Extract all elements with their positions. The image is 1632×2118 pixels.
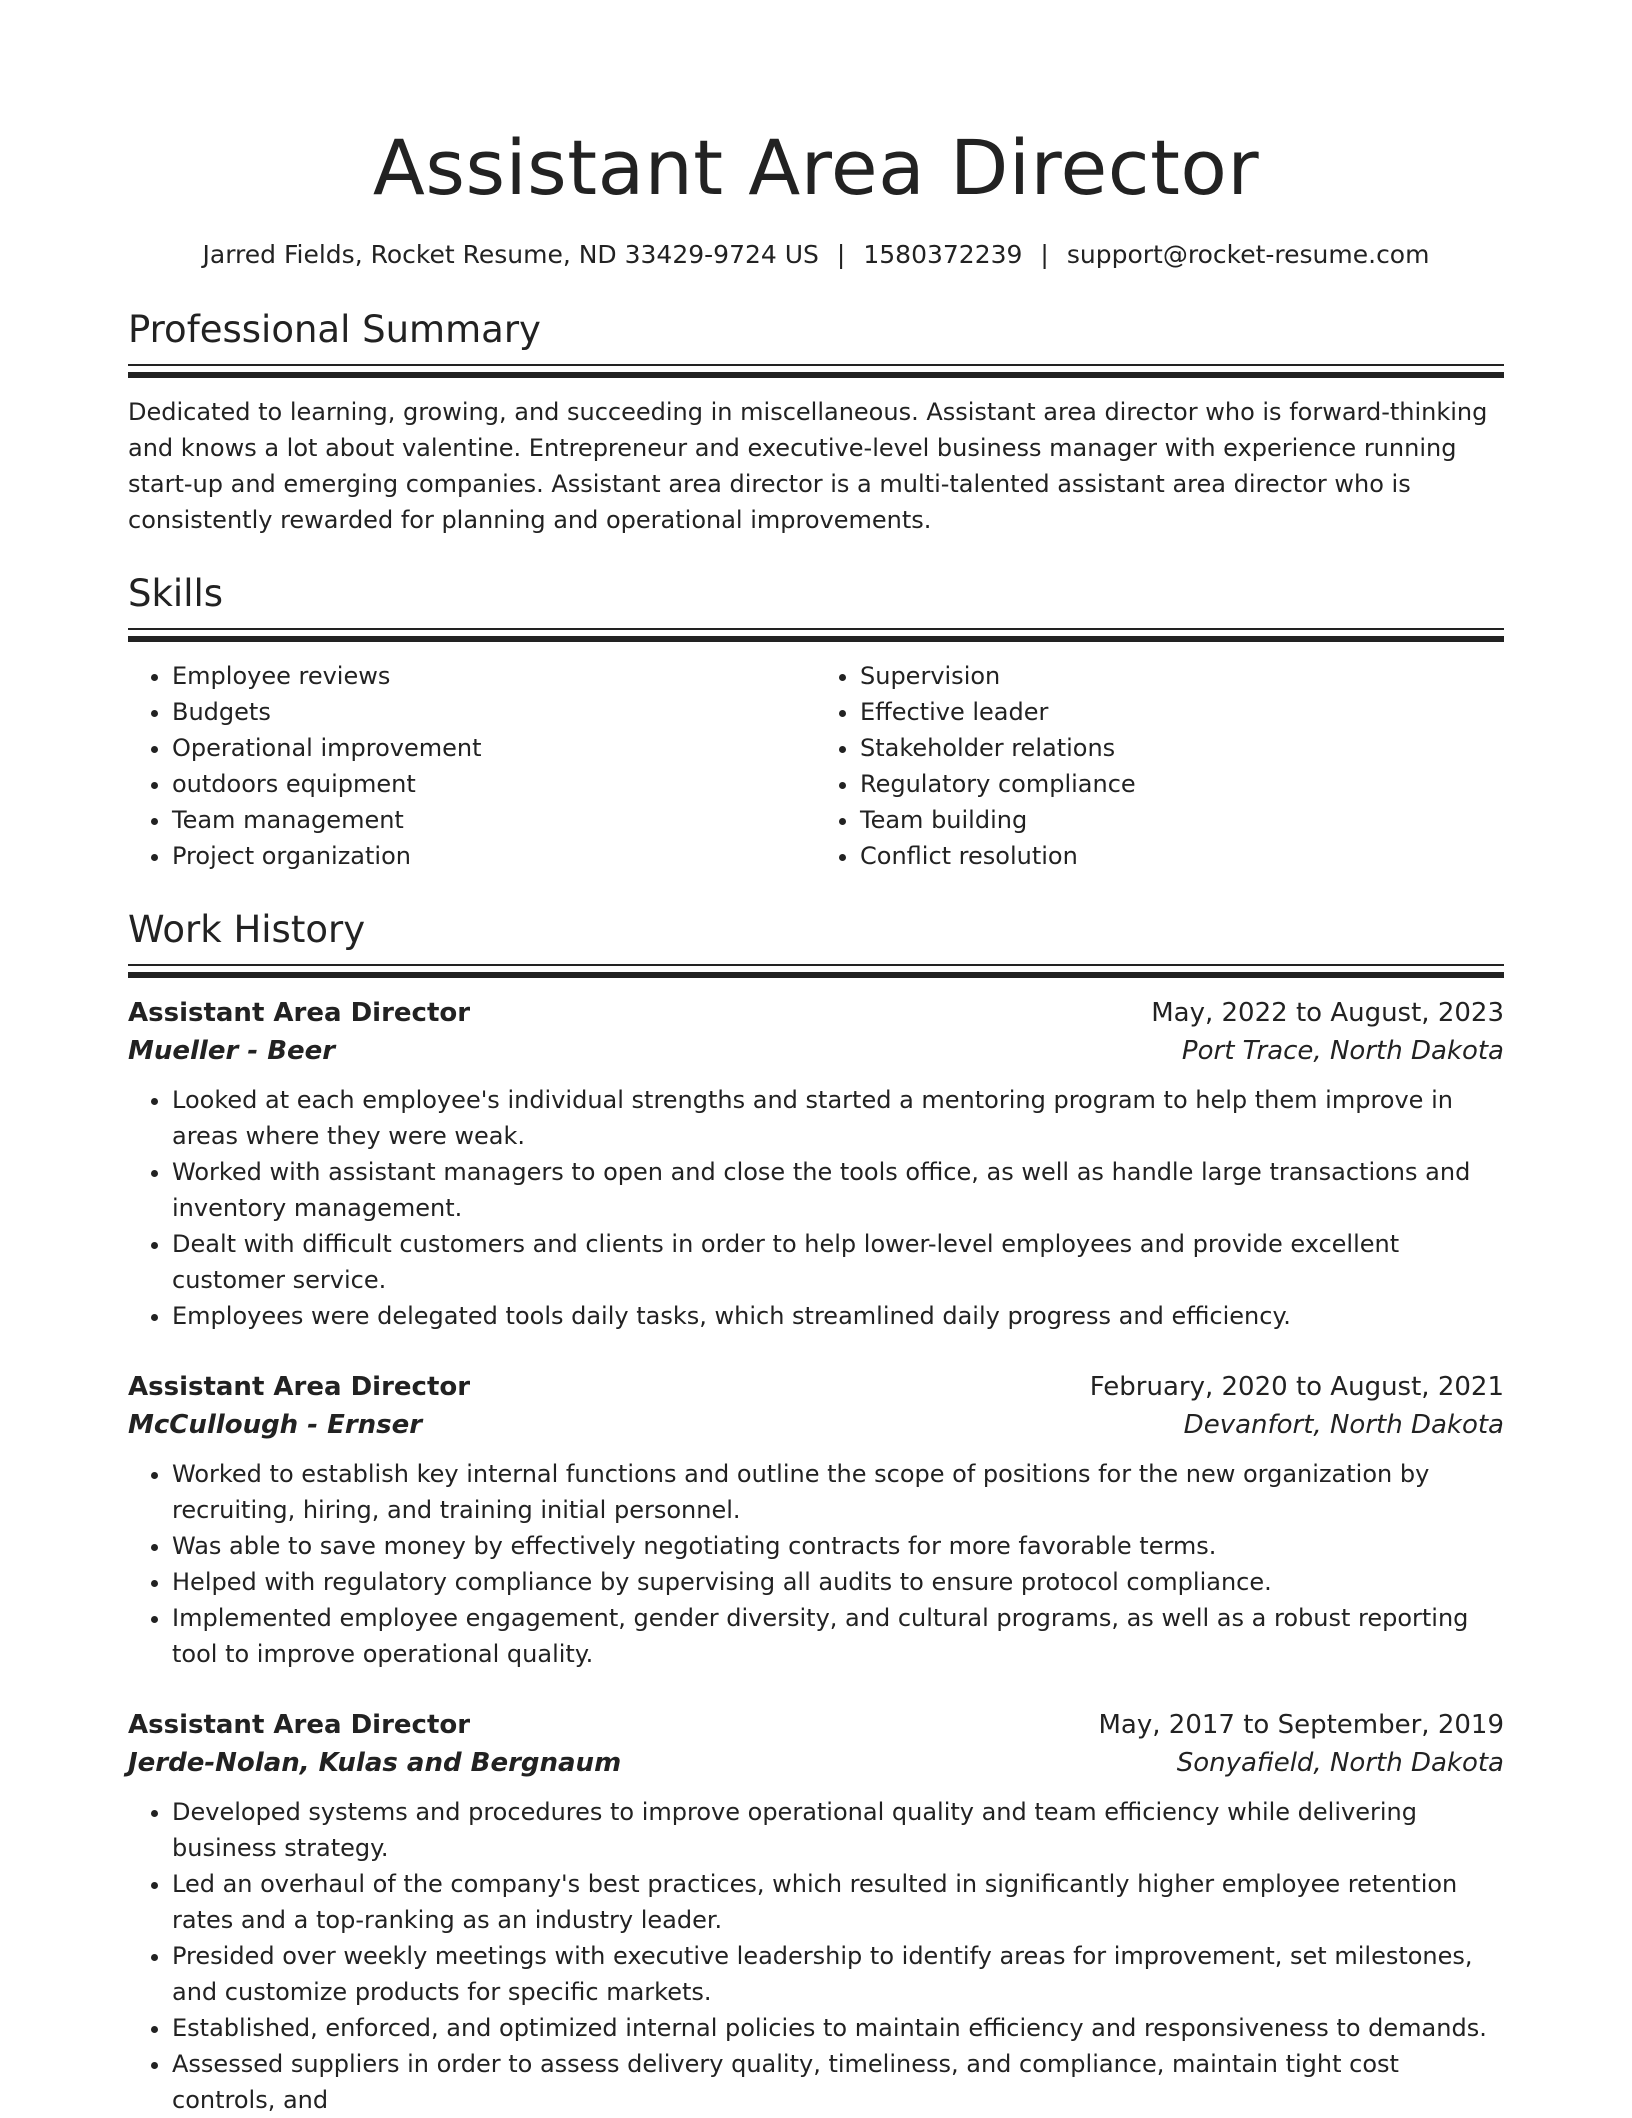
- job-bullets: [128, 1082, 1504, 1334]
- skill-item: • Project organization: [172, 838, 816, 874]
- summary-text: Dedicated to learning, growing, and succeeding in miscellaneous. Assistant area director who is forward-thinking and knows a lot about valentine. Entrepreneur and executive-level business manager with experience running start-up and emerging companies. Assistant area director is a multi-talented assistant area director who is consistently rewarded for planning and operational improvements.: [128, 398, 1488, 534]
- skill-item: • Operational improvement: [172, 730, 816, 766]
- skills-columns: [128, 658, 1504, 874]
- job-title: Assistant Area Director: [128, 1372, 471, 1402]
- job-bullets: [128, 1456, 1504, 1672]
- skill-item: • Regulatory compliance: [860, 766, 1504, 802]
- job-company: McCullough - Ernser: [128, 1410, 423, 1440]
- summary-section: [128, 306, 1504, 538]
- contact-line: [128, 238, 1504, 272]
- skill-item: • Team management: [172, 802, 816, 838]
- job-bullet: • Presided over weekly meetings with executive leadership to identify areas for improvement, set milestones, and customize products for specific markets.: [172, 1938, 1504, 2010]
- job-subheader: [128, 1744, 1504, 1782]
- job-bullet: • Developed systems and procedures to improve operational quality and team efficiency while delivering business strategy.: [172, 1794, 1504, 1866]
- job-company: Jerde-Nolan, Kulas and Bergnaum: [128, 1748, 622, 1778]
- skills-right-list: [816, 658, 1504, 874]
- skill-item: • outdoors equipment: [172, 766, 816, 802]
- job-entry: [128, 1706, 1504, 2118]
- job-header: [128, 1368, 1504, 1406]
- contact-address: Jarred Fields, Rocket Resume, ND 33429-9724 US: [202, 240, 819, 269]
- skills-section: [128, 570, 1504, 874]
- work-heading: Work History: [128, 908, 366, 951]
- job-subheader: [128, 1032, 1504, 1070]
- job-bullet: • Assessed suppliers in order to assess delivery quality, timeliness, and compliance, maintain tight cost controls, and: [172, 2046, 1504, 2118]
- contact-email: support@rocket-resume.com: [1066, 240, 1430, 269]
- skills-heading: Skills: [128, 572, 224, 615]
- job-subheader: [128, 1406, 1504, 1444]
- job-bullet: • Employees were delegated tools daily tasks, which streamlined daily progress and efficiency.: [172, 1298, 1504, 1334]
- job-location: Sonyafield, North Dakota: [1176, 1748, 1504, 1778]
- job-bullet: • Worked to establish key internal functions and outline the scope of positions for the new organization by recruiting, hiring, and training initial personnel.: [172, 1456, 1504, 1528]
- skill-item: • Budgets: [172, 694, 816, 730]
- job-title: Assistant Area Director: [128, 998, 471, 1028]
- job-entry: [128, 994, 1504, 1334]
- skill-item: • Conflict resolution: [860, 838, 1504, 874]
- skill-item: • Team building: [860, 802, 1504, 838]
- job-location: Port Trace, North Dakota: [1181, 1036, 1504, 1066]
- section-divider: [128, 364, 1504, 380]
- job-bullets: [128, 1794, 1504, 2118]
- job-dates: May, 2022 to August, 2023: [1151, 998, 1504, 1028]
- section-divider: [128, 964, 1504, 980]
- job-entry: [128, 1368, 1504, 1672]
- job-bullet: • Helped with regulatory compliance by supervising all audits to ensure protocol compliance.: [172, 1564, 1504, 1600]
- skills-left-list: [128, 658, 816, 874]
- job-bullet: • Dealt with difficult customers and clients in order to help lower-level employees and provide excellent customer service.: [172, 1226, 1504, 1298]
- job-title: Assistant Area Director: [128, 1710, 471, 1740]
- resume-title: Assistant Area Director: [372, 123, 1260, 212]
- job-header: [128, 1706, 1504, 1744]
- skill-item: • Employee reviews: [172, 658, 816, 694]
- job-dates: May, 2017 to September, 2019: [1098, 1710, 1504, 1740]
- skill-item: • Effective leader: [860, 694, 1504, 730]
- job-company: Mueller - Beer: [128, 1036, 336, 1066]
- job-bullet: • Established, enforced, and optimized internal policies to maintain efficiency and responsiveness to demands.: [172, 2010, 1504, 2046]
- contact-separator: |: [1040, 240, 1049, 269]
- job-bullet: • Worked with assistant managers to open and close the tools office, as well as handle large transactions and inventory management.: [172, 1154, 1504, 1226]
- job-location: Devanfort, North Dakota: [1183, 1410, 1504, 1440]
- job-bullet: • Looked at each employee's individual strengths and started a mentoring program to help them improve in areas where they were weak.: [172, 1082, 1504, 1154]
- job-dates: February, 2020 to August, 2021: [1089, 1372, 1504, 1402]
- job-bullet: • Led an overhaul of the company's best practices, which resulted in significantly higher employee retention rates and a top-ranking as an industry leader.: [172, 1866, 1504, 1938]
- skill-item: • Stakeholder relations: [860, 730, 1504, 766]
- job-bullet: • Implemented employee engagement, gender diversity, and cultural programs, as well as a robust reporting tool to improve operational quality.: [172, 1600, 1504, 1672]
- contact-phone: 1580372239: [863, 240, 1023, 269]
- work-section: [128, 906, 1504, 2118]
- job-bullet: • Was able to save money by effectively negotiating contracts for more favorable terms.: [172, 1528, 1504, 1564]
- contact-separator: |: [836, 240, 846, 269]
- summary-heading: Professional Summary: [128, 308, 541, 351]
- job-header: [128, 994, 1504, 1032]
- section-divider: [128, 628, 1504, 644]
- skill-item: • Supervision: [860, 658, 1504, 694]
